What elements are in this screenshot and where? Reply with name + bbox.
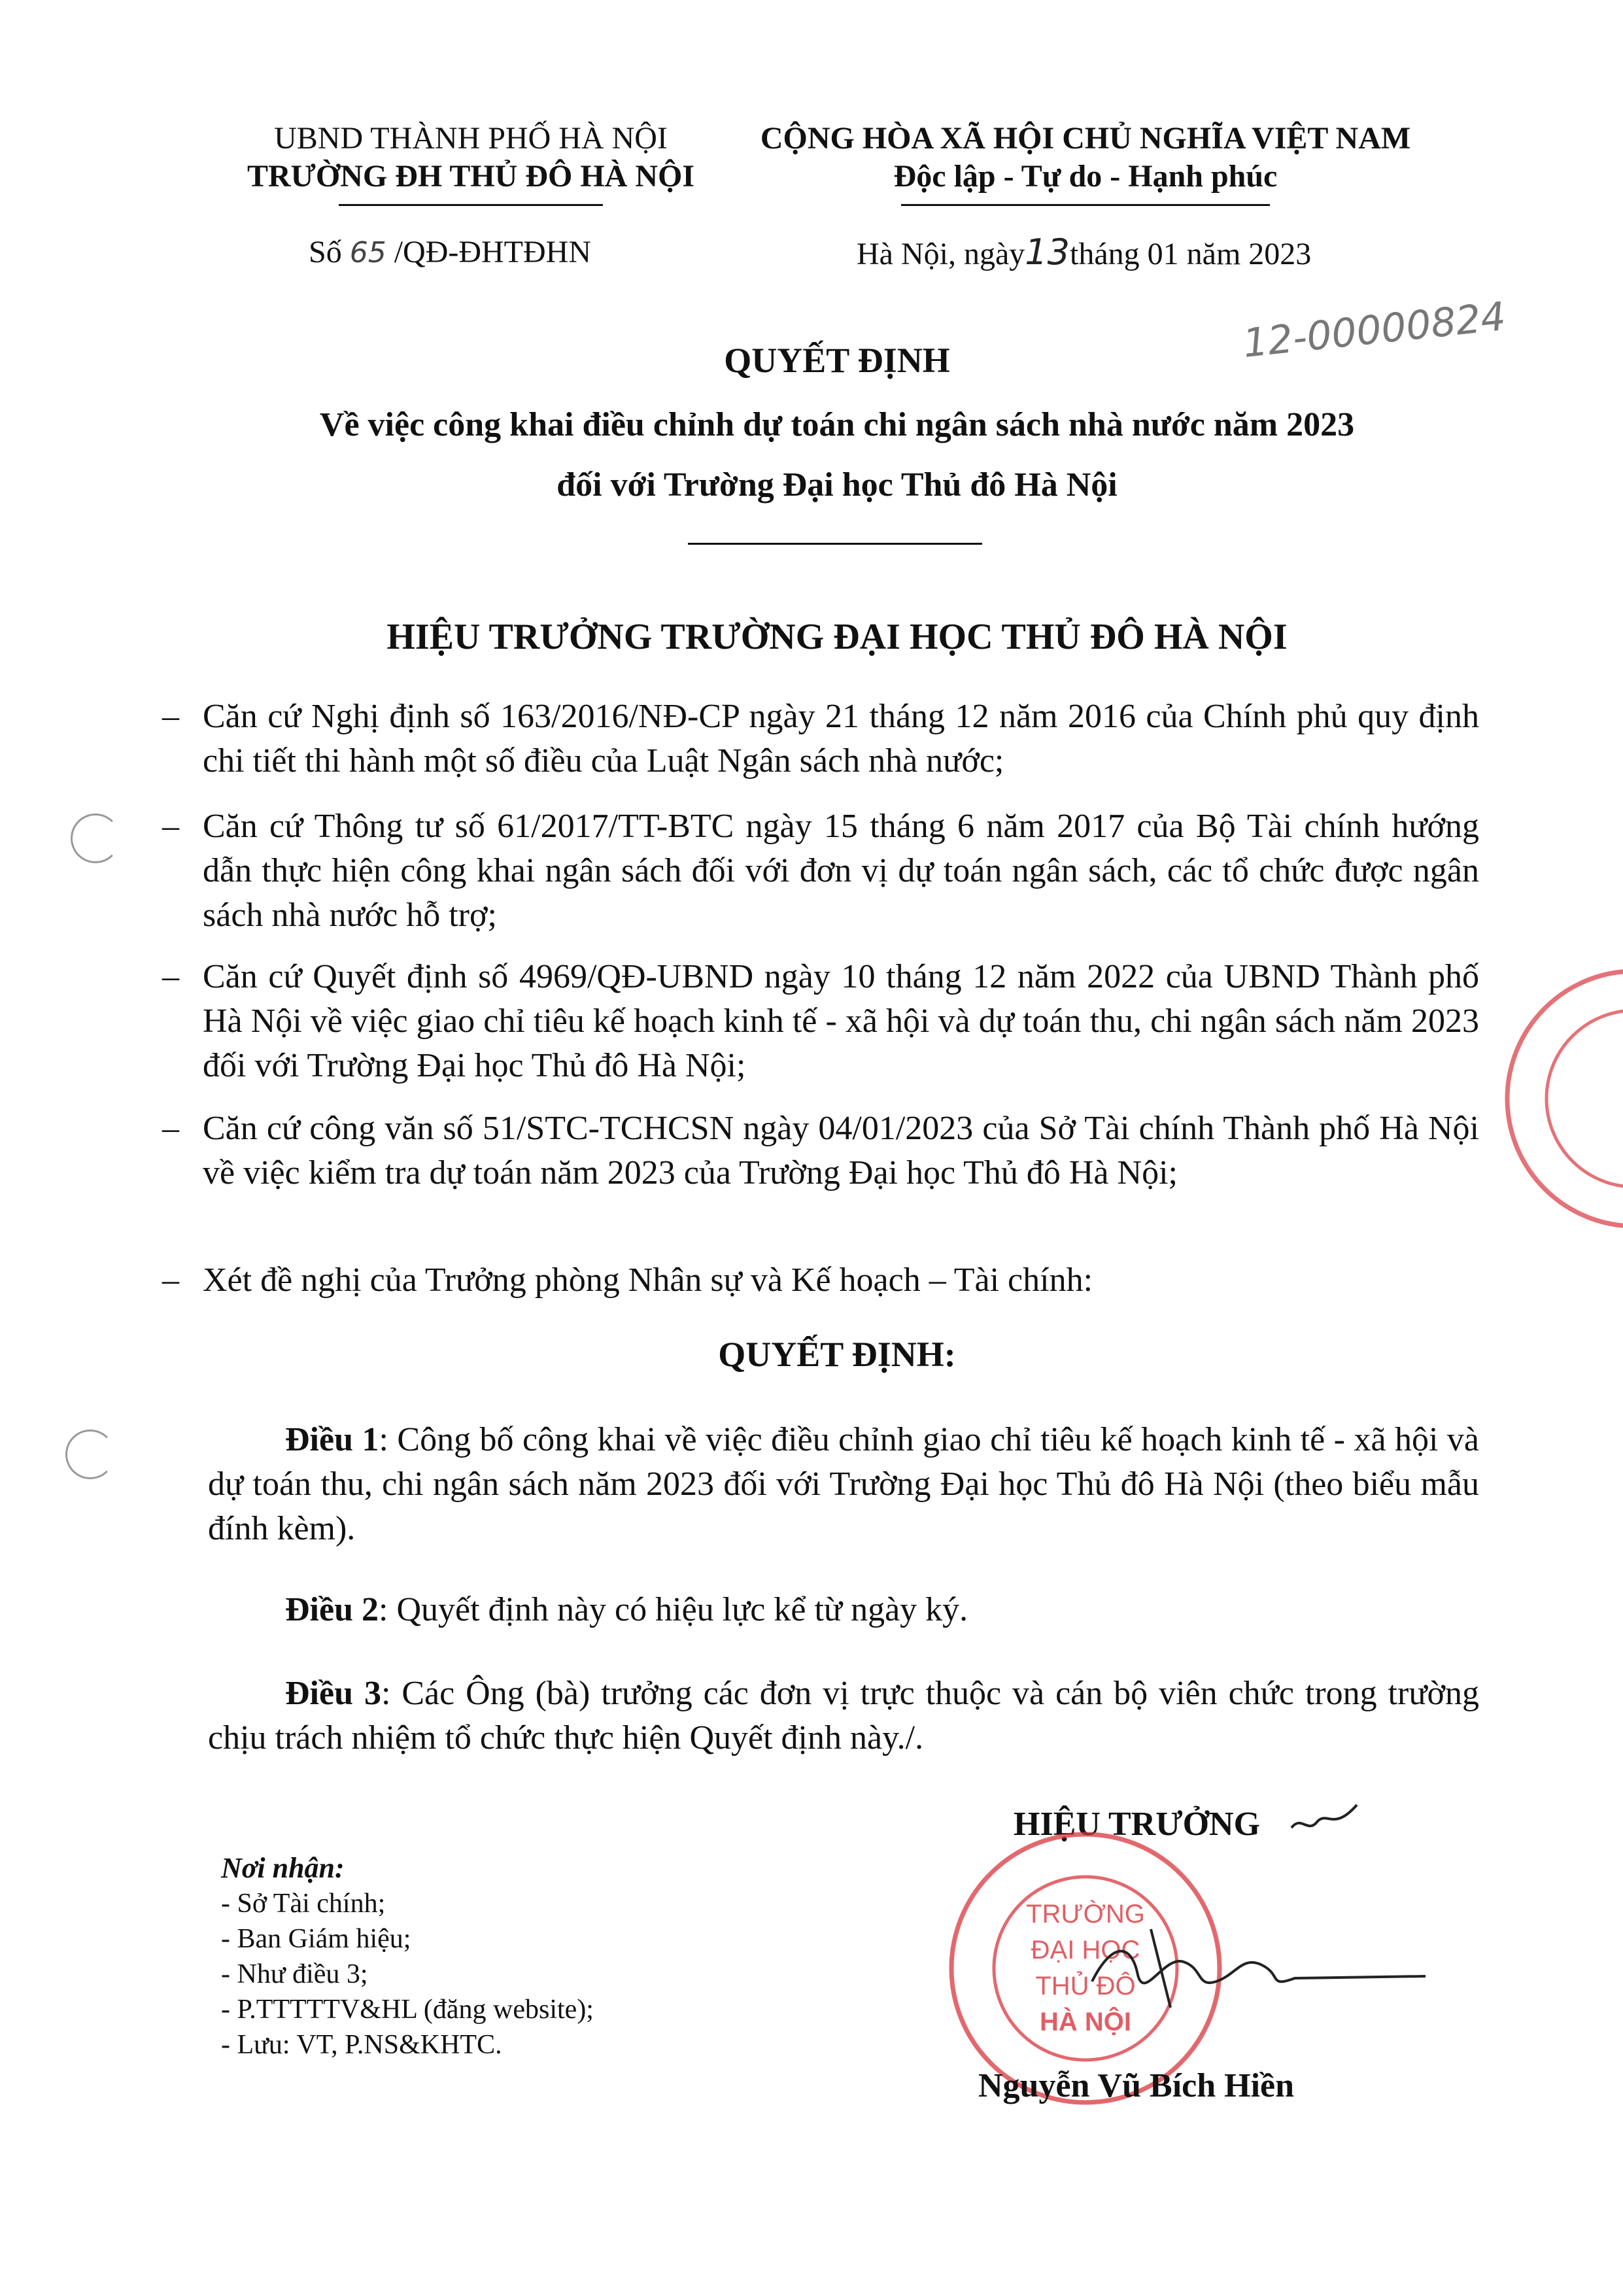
legal-basis-5 [162,1258,1479,1303]
stamp-line-3: THỦ ĐÔ [1035,1972,1136,2000]
article-text: : Công bố công khai về việc điều chỉnh giao chỉ tiêu kế hoạch kinh tế - xã hội và dự toán thu, chi ngân sách năm 2023 đối với Trường Đại học Thủ đô Hà Nội (theo biểu mẫu đính kèm). [208,1421,1479,1547]
punch-hole-top [71,814,120,863]
article-2 [208,1588,1479,1632]
initial-mark [1288,1802,1360,1841]
bullet-dash: – [162,1261,179,1299]
partial-stamp-edge [1497,961,1623,1236]
document-number [309,233,591,273]
date-prefix: Hà Nội, ngày [857,237,1025,271]
article-label: Điều 1 [285,1421,379,1458]
legal-basis-1 [162,694,1479,783]
left-header-rule [339,204,603,206]
date-suffix: tháng 01 năm 2023 [1070,237,1312,271]
bullet-dash: – [162,808,179,845]
national-motto: Độc lập - Tự do - Hạnh phúc [893,159,1278,194]
number-handwritten: 65 [349,236,386,269]
legal-basis-text: Căn cứ Thông tư số 61/2017/TT-BTC ngày 15 tháng 6 năm 2017 của Bộ Tài chính hướng dẫn thực hiện công khai ngân sách đối với đơn vị dự toán ngân sách, các tổ chức được ngân sách nhà nước hỗ trợ; [203,808,1479,934]
stamp-line-1: TRƯỜNG [1026,1900,1145,1928]
article-text: : Các Ông (bà) trưởng các đơn vị trực thuộc và cán bộ viên chức trong trường chịu trách nhiệm tổ chức thực hiện Quyết định này./. [208,1675,1479,1756]
bullet-dash: – [162,1110,179,1147]
legal-basis-4 [162,1106,1479,1195]
recipient-item: - P.TTTTTV&HL (đăng website); [221,1995,594,2025]
handwritten-code: 12-00000824 [1240,294,1508,367]
article-1 [208,1418,1479,1551]
number-prefix: Số [309,235,342,269]
recipient-item: - Sở Tài chính; [221,1889,386,1919]
recipients-heading: Nơi nhận: [221,1852,345,1884]
decision-heading: QUYẾT ĐỊNH: [718,1335,956,1374]
legal-basis-2 [162,804,1479,938]
date-day-handwritten: 13 [1025,231,1070,273]
article-text: : Quyết định này có hiệu lực kể từ ngày ký. [379,1591,968,1628]
recipient-item: - Như điều 3; [221,1959,368,1989]
bullet-dash: – [162,698,179,735]
agency-name: UBND THÀNH PHỐ HÀ NỘI [274,121,668,156]
signatory-name: Nguyễn Vũ Bích Hiền [978,2067,1295,2104]
recipient-item: - Lưu: VT, P.NS&KHTC. [221,2030,502,2060]
signature-title: HIỆU TRƯỞNG [1014,1806,1261,1843]
article-3 [208,1671,1479,1760]
punch-hole-bottom [65,1430,115,1479]
document-date [857,233,1311,274]
title-rule [688,543,982,545]
number-suffix: /QĐ-ĐHTĐHN [394,235,591,269]
document-subtitle-line1: Về việc công khai điều chỉnh dự toán chi ngân sách nhà nước năm 2023 [319,406,1355,443]
handwritten-signature [1072,1916,1439,2021]
article-label: Điều 3 [285,1675,381,1712]
bullet-dash: – [162,958,179,995]
legal-basis-text: Căn cứ Quyết định số 4969/QĐ-UBND ngày 10 tháng 12 năm 2022 của UBND Thành phố Hà Nội về việc giao chỉ tiêu kế hoạch kinh tế - xã hội và dự toán thu, chi ngân sách năm 2023 đối với Trường Đại học Thủ đô Hà Nội; [203,958,1479,1084]
stamp-line-4: HÀ NỘI [1040,2008,1131,2036]
right-header-rule [901,204,1270,206]
stamp-line-2: ĐẠI HỌC [1031,1936,1140,1964]
school-name: TRƯỜNG ĐH THỦ ĐÔ HÀ NỘI [247,159,695,194]
document-title: QUYẾT ĐỊNH [724,341,950,380]
legal-basis-text: Căn cứ công văn số 51/STC-TCHCSN ngày 04/01/2023 của Sở Tài chính Thành phố Hà Nội về việc kiểm tra dự toán năm 2023 của Trường Đại học Thủ đô Hà Nội; [203,1110,1479,1191]
issuing-authority: HIỆU TRƯỞNG TRƯỜNG ĐẠI HỌC THỦ ĐÔ HÀ NỘI [386,617,1288,657]
legal-basis-text: Xét đề nghị của Trưởng phòng Nhân sự và Kế hoạch – Tài chính: [203,1261,1093,1299]
legal-basis-3 [162,955,1479,1088]
national-title: CỘNG HÒA XÃ HỘI CHỦ NGHĨA VIỆT NAM [760,121,1411,156]
legal-basis-text: Căn cứ Nghị định số 163/2016/NĐ-CP ngày 21 tháng 12 năm 2016 của Chính phủ quy định chi tiết thi hành một số điều của Luật Ngân sách nhà nước; [203,698,1479,780]
article-label: Điều 2 [285,1591,379,1628]
document-subtitle-line2: đối với Trường Đại học Thủ đô Hà Nội [556,466,1118,504]
recipient-item: - Ban Giám hiệu; [221,1924,411,1954]
